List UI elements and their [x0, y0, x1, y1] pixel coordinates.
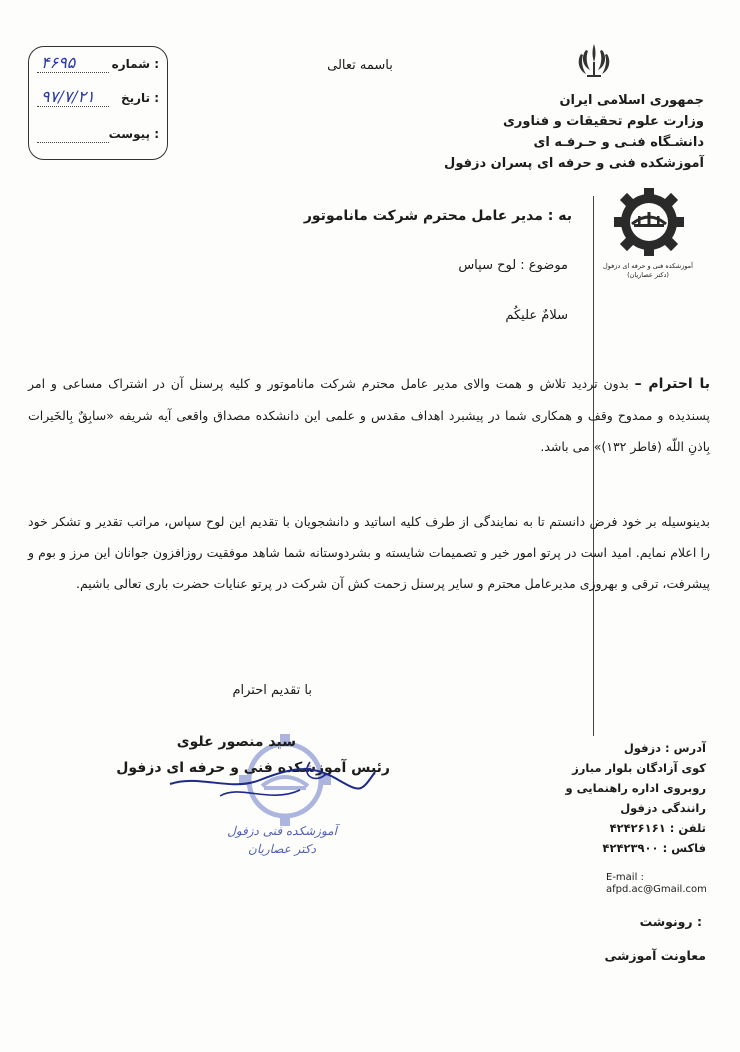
recipient-line: به : مدیر عامل محترم شرکت ماناموتور — [303, 208, 572, 224]
header-university: دانشـگاه فنـی و حـرفـه ای — [533, 135, 704, 150]
logo-caption: آموزشکده فنی و حرفه ای دزفول (دکتر عصاریان) — [603, 262, 693, 279]
address-line-2: کوی آزادگان بلوار مبارز — [572, 761, 706, 775]
paragraph-1-text: بدون تردید تلاش و همت والای مدیر عامل محترم شرکت ماناموتور و کلیه پرسنل آن در اشتراک مساعی و امر پسندیده و ممدوح وقف و همکاری شما در پیشبرد اهداف مقدس و علمی این دانشکده مصداق واقعی آیه شریفه «سابِقٌ بِالخَیرات بِاذنِ اللّه (فاطر ۱۳۲)» می باشد. — [28, 376, 710, 454]
number-row — [35, 53, 159, 79]
address-line-4: رانندگی دزفول — [620, 801, 706, 815]
signer-title: رئیس آموزشکده فنی و حرفه ای دزفول — [116, 760, 390, 776]
number-value: ۴۶۹۵ — [41, 53, 76, 72]
header-country: جمهوری اسلامی ایران — [559, 93, 704, 108]
address-line-3: روبروی اداره راهنمایی و — [565, 781, 706, 795]
phone-row — [556, 818, 706, 838]
letterhead — [444, 90, 704, 174]
header-ministry: وزارت علوم تحقیقات و فناوری — [502, 114, 704, 129]
attachment-row — [35, 127, 159, 149]
margin-divider — [593, 196, 594, 736]
header-school: آموزشکده فنی و حرفه ای پسران دزفول — [444, 156, 704, 171]
phone-number: ۴۲۴۲۶۱۶۱ — [609, 821, 666, 835]
fax-row — [556, 838, 706, 858]
iran-emblem-icon — [576, 42, 612, 80]
email-label: E-mail : — [606, 872, 644, 883]
school-gear-logo-icon — [612, 186, 686, 258]
paragraph-1-lead: با احترام – — [634, 376, 710, 392]
date-value: ۹۷/۷/۲۱ — [41, 87, 95, 106]
phone-label: تلفن : — [669, 821, 706, 835]
address-line-1: آدرس : دزفول — [623, 741, 706, 755]
email-address[interactable]: afpd.ac@Gmail.com — [606, 884, 707, 895]
greeting: سلامٌ علیکُم — [505, 308, 568, 323]
fax-number: ۴۲۴۲۳۹۰۰ — [602, 841, 659, 855]
subject-line: موضوع : لوح سپاس — [458, 258, 568, 273]
fax-label: فاکس : — [662, 841, 706, 855]
closing: با تقدیم احترام — [232, 683, 312, 698]
number-label: شماره : — [111, 57, 159, 71]
paragraph-1 — [28, 368, 710, 462]
date-label: تاریخ : — [120, 91, 159, 105]
signer-name: سید منصور علوی — [176, 734, 296, 750]
date-row — [35, 87, 159, 113]
handwritten-signature-icon — [160, 754, 380, 814]
paragraph-2: بدینوسیله بر خود فرض دانستم تا به نمایندگی از طرف کلیه اساتید و دانشجویان با تقدیم این لوح سپاس، مراتب تقدیر و تشکر خود را اعلام نمایم. امید است در پرتو امور خیر و تصمیمات شایسته و بشردوستانه شما شاهد موفقیت روزافزون جوانان این مرز و بوم و پیشرفت، ترقی و بهروزی مدیرعامل محترم و سایر پرسنل زحمت کش آن شرکت در پرتو عنایات حضرت باری تعالی باشیم. — [28, 514, 710, 591]
stamp-text — [222, 822, 342, 858]
stamp-text-line2: دکتر عصاریان — [248, 842, 316, 856]
address-block — [556, 738, 706, 858]
date-dotted-line — [37, 106, 109, 107]
email-block — [606, 872, 707, 896]
attachment-label: پیوست : — [108, 127, 159, 141]
attachment-dotted-line — [37, 142, 109, 143]
basmala: باسمه تعالی — [327, 58, 393, 73]
cc-recipient: معاونت آموزشی — [604, 948, 706, 963]
cc-label: رونوشت : — [639, 914, 702, 929]
reference-box — [28, 46, 168, 160]
stamp-text-line1: آموزشکده فنی دزفول — [227, 824, 337, 838]
number-dotted-line — [37, 72, 109, 73]
